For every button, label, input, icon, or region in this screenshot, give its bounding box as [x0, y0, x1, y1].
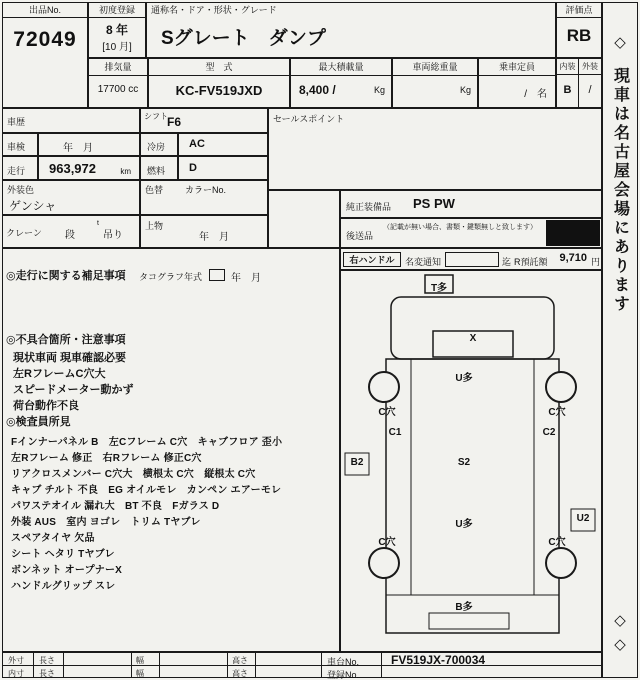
inspector-item: シート ヘタリ Tヤブレ — [11, 549, 115, 560]
capacity-box — [478, 58, 556, 108]
chassis-number-value: FV519JX-700034 — [391, 653, 486, 667]
model-code-box — [148, 58, 290, 108]
vehicle-name-label: 通称名・ドア・形状・グレード — [151, 5, 277, 15]
body-value: 年 月 — [199, 232, 229, 243]
diamond-icon: ◇ — [614, 612, 626, 629]
crane-cell — [2, 215, 140, 248]
defect-item: 現状車両 現車確認必要 — [13, 352, 127, 364]
color-value: ゲンシャ — [9, 199, 57, 213]
crane-tsuri-label: 吊り — [103, 230, 123, 241]
lot-number-box — [2, 2, 88, 108]
footer-col-line — [381, 653, 382, 677]
inner-dims-label: 内寸 — [8, 669, 24, 678]
diamond-icon: ◇ — [614, 34, 626, 51]
chassis-number-label: 車台No. — [327, 657, 360, 667]
damage-mark-center-s2: S2 — [457, 457, 471, 468]
length-label: 長さ — [39, 669, 55, 678]
grade-label: 評価点 — [557, 3, 601, 18]
fuel-value: D — [189, 162, 197, 174]
tachograph-value: 年 月 — [231, 273, 261, 284]
inspector-item: キャブ チルト 不良 EG オイルモレ カンペン エアーモレ — [11, 485, 282, 496]
width-label: 幅 — [136, 669, 144, 678]
oem-equipment-value: PS PW — [413, 196, 455, 211]
deposit-label: R預託額 — [514, 257, 548, 267]
max-load-value: 8,400 / — [299, 83, 336, 97]
deposit-value: 9,710 — [559, 252, 587, 264]
gross-weight-label: 車両総重量 — [393, 59, 477, 76]
max-load-box — [290, 58, 392, 108]
color-cell — [2, 180, 140, 215]
lot-number-value: 72049 — [13, 28, 77, 51]
defect-item: 左RフレームC穴大 — [13, 368, 106, 380]
height-label: 高さ — [232, 656, 248, 665]
first-registration-month: [10 月] — [102, 42, 132, 53]
remarks-panel — [2, 248, 340, 652]
diamond-icon: ◇ — [614, 636, 626, 653]
inspection-value-cell — [38, 133, 140, 156]
damage-mark-right-u2: U2 — [576, 513, 590, 524]
first-registration-box — [88, 2, 146, 58]
damage-mark-front-left-c: C穴 — [378, 407, 396, 418]
damage-mark-front-right-c: C穴 — [548, 407, 566, 418]
mileage-value: 963,972 — [49, 161, 96, 176]
crane-label: クレーン — [6, 228, 42, 238]
later-shipment-label: 後送品 — [346, 231, 374, 241]
color-number-label: カラーNo. — [185, 185, 227, 195]
damage-mark-mid-u: U多 — [455, 519, 473, 530]
damage-mark-left-c1: C1 — [388, 427, 402, 438]
height-label: 高さ — [232, 669, 248, 678]
footer-col-line — [63, 653, 64, 677]
vehicle-name-value: Sグレート ダンプ — [161, 28, 326, 49]
shift-value: F6 — [167, 115, 182, 129]
registration-number-label: 登録No. — [327, 670, 360, 680]
mileage-label-cell — [2, 156, 38, 180]
tachograph-label: タコグラフ年式 — [139, 272, 203, 282]
mileage-unit: km — [120, 167, 131, 176]
sales-point-label: セールスポイント — [273, 114, 345, 124]
damage-mark-right-c2: C2 — [542, 427, 556, 438]
name-change-date-field — [445, 252, 499, 267]
redacted-stamp-box — [546, 220, 600, 246]
grade-box — [556, 2, 602, 58]
displacement-box — [88, 58, 148, 108]
sales-point-box — [268, 108, 602, 190]
inspector-item: ハンドルグリップ スレ — [11, 581, 116, 592]
damage-mark-rear-b: B多 — [455, 602, 473, 613]
aircon-label: 冷房 — [147, 142, 166, 152]
inspector-item: Fインナーパネル B 左Cフレーム C穴 キャブフロア 歪小 — [11, 437, 283, 448]
damage-mark-left-b2: B2 — [350, 457, 364, 468]
fuel-label-cell — [140, 156, 178, 180]
max-load-unit: Kg — [373, 85, 385, 95]
damage-mark-top: T多 — [430, 283, 448, 294]
exterior-value: / — [588, 84, 592, 96]
mileage-value-cell — [38, 156, 140, 180]
footer-table — [2, 652, 602, 678]
history-cell — [2, 108, 140, 133]
aircon-value-cell — [178, 133, 268, 156]
color-change-label: 色替 — [145, 185, 164, 195]
notice-row — [340, 248, 602, 270]
aircon-value: AC — [189, 138, 205, 150]
lot-number-label: 出品No. — [3, 3, 87, 18]
defect-item: スピードメーター動かず — [13, 384, 134, 396]
history-label: 車歴 — [7, 117, 26, 127]
body-label: 上物 — [145, 221, 164, 231]
inspector-item: パワステオイル 漏れ大 BT 不良 Fガラス D — [11, 501, 220, 512]
damage-diagram-panel — [340, 270, 602, 652]
color-change-cell — [140, 180, 268, 215]
defect-item: 荷台動作不良 — [13, 400, 79, 412]
exterior-label: 外装 — [582, 62, 598, 71]
inspector-item: スペアタイヤ 欠品 — [11, 533, 95, 544]
first-registration-label: 初度登録 — [89, 3, 145, 18]
mileage-label: 走行 — [7, 166, 26, 176]
first-registration-year: 8 年 — [105, 23, 128, 37]
footer-col-line — [321, 653, 322, 677]
damage-mark-front-u: U多 — [455, 373, 473, 384]
width-label: 幅 — [136, 656, 144, 665]
oem-equipment-label: 純正装備品 — [346, 202, 392, 212]
vehicle-name-box — [146, 2, 556, 58]
right-hand-drive-badge: 右ハンドル — [343, 252, 401, 267]
venue-strip-text: 現車は名古屋会場にあります — [611, 67, 629, 314]
max-load-label: 最大積載量 — [291, 59, 391, 76]
later-shipment-note: （記載が無い場合、書類・鍵類無しと致します） — [383, 224, 537, 231]
interior-label: 内装 — [557, 59, 579, 74]
model-code-value: KC-FV519JXD — [175, 83, 263, 98]
footer-col-line — [131, 653, 132, 677]
name-change-label: 名変通知 — [405, 257, 442, 267]
interior-exterior-box — [556, 58, 602, 108]
aircon-label-cell — [140, 133, 178, 156]
defects-title: ◎不具合箇所・注意事項 — [6, 334, 126, 346]
inspector-item: 外装 AUS 室内 ヨゴレ トリム Tヤブレ — [11, 517, 201, 528]
crane-dan-label: 段 — [65, 230, 75, 241]
capacity-value: / 名 — [524, 89, 547, 100]
tachograph-field — [209, 269, 225, 281]
capacity-label: 乗車定員 — [479, 59, 555, 76]
inspection-label: 車検 — [7, 142, 26, 152]
damage-mark-windshield: X — [469, 333, 477, 344]
inspection-label-cell — [2, 133, 38, 156]
gross-weight-box — [392, 58, 478, 108]
length-label: 長さ — [39, 656, 55, 665]
displacement-label: 排気量 — [89, 59, 147, 76]
shift-label: シフト — [144, 112, 168, 121]
inspector-item: 左Rフレーム 修正 右Rフレーム 修正C穴 — [11, 453, 202, 464]
until-label: 迄 — [502, 257, 512, 267]
model-code-label: 型 式 — [149, 59, 289, 76]
inspector-item: リアクロスメンバー C穴大 横根太 C穴 縦根太 C穴 — [11, 469, 256, 480]
footer-col-line — [159, 653, 160, 677]
damage-mark-rear-left-c: C穴 — [378, 537, 396, 548]
yen-label: 円 — [591, 257, 601, 267]
grade-value: RB — [566, 26, 592, 45]
footer-col-line — [255, 653, 256, 677]
footer-col-line — [227, 653, 228, 677]
inspection-value: 年 月 — [63, 143, 93, 154]
body-cell — [140, 215, 268, 248]
displacement-value: 17700 cc — [97, 84, 139, 95]
outer-dims-label: 外寸 — [8, 656, 24, 665]
inspector-item: ボンネット オープナーX — [11, 565, 123, 576]
damage-mark-rear-right-c: C穴 — [548, 537, 566, 548]
venue-strip — [602, 2, 638, 678]
oem-equipment-box — [340, 190, 602, 218]
footer-row-divider — [3, 665, 601, 666]
sales-point-extension — [268, 190, 340, 248]
driving-remarks-title: ◎走行に関する補足事項 — [6, 270, 126, 282]
crane-ton-label: t — [97, 220, 99, 227]
interior-value: B — [557, 75, 579, 108]
later-shipment-box — [340, 218, 602, 248]
footer-col-line — [33, 653, 34, 677]
gross-weight-unit: Kg — [459, 85, 471, 95]
inspector-title: ◎検査員所見 — [6, 416, 71, 428]
color-label: 外装色 — [7, 185, 35, 195]
fuel-label: 燃料 — [147, 166, 166, 176]
fuel-value-cell — [178, 156, 268, 180]
shift-cell — [140, 108, 268, 133]
